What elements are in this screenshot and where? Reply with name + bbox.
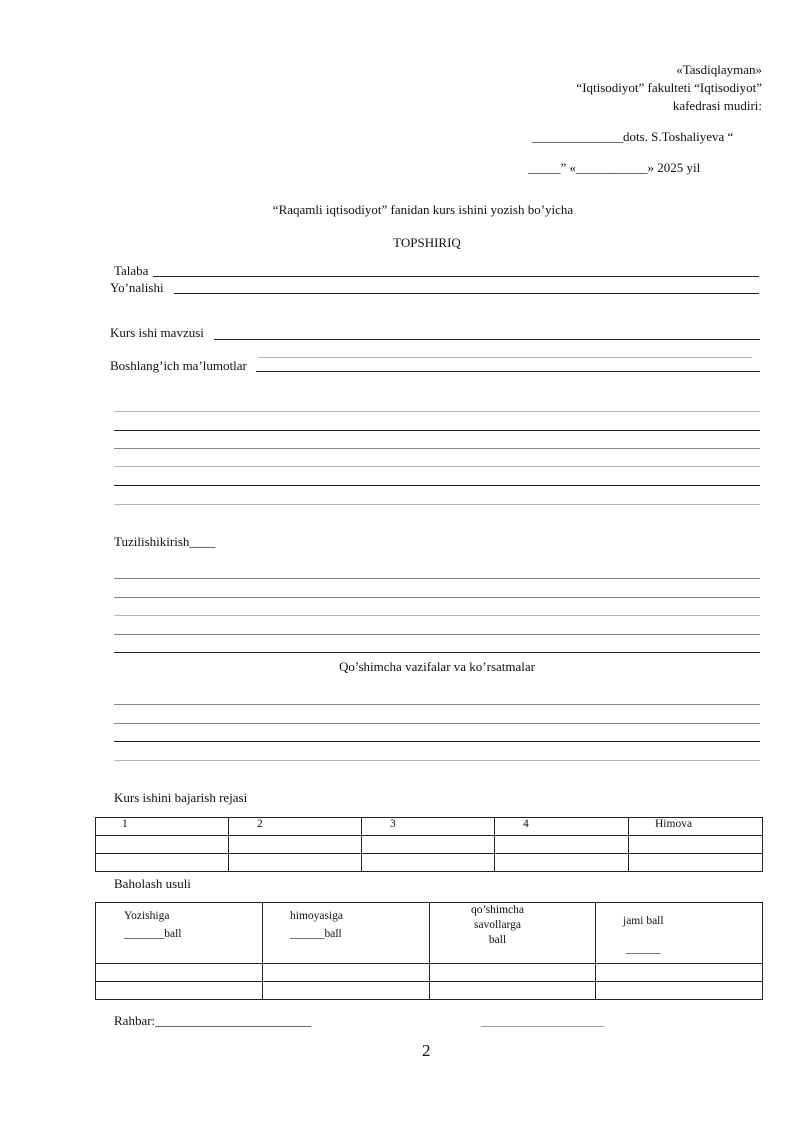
grading-header-total xyxy=(596,903,763,964)
plan-cell[interactable] xyxy=(495,854,629,872)
grading-cell[interactable] xyxy=(263,964,430,982)
initial-data-line[interactable] xyxy=(114,504,760,505)
direction-input-line[interactable] xyxy=(174,293,759,294)
plan-header-1: 1 xyxy=(96,818,229,836)
direction-label: Yo’nalishi xyxy=(110,280,164,295)
initial-data-label: Boshlang’ich ma’lumotlar xyxy=(110,358,247,373)
grading-cell[interactable] xyxy=(430,982,596,1000)
plan-cell[interactable] xyxy=(96,854,229,872)
initial-data-line[interactable] xyxy=(114,485,760,486)
additional-tasks-line[interactable] xyxy=(114,760,760,761)
grading-cell[interactable] xyxy=(596,982,763,1000)
student-input-line[interactable] xyxy=(153,276,759,277)
supervisor-second-line: ___________________ xyxy=(481,1013,605,1028)
grading-table xyxy=(95,902,763,1000)
approval-title: «Tasdiqlayman» xyxy=(676,62,762,77)
plan-header-defense: Himova xyxy=(629,818,763,836)
page-number: 2 xyxy=(422,1041,431,1060)
approval-faculty-line: “Iqtisodiyot” fakulteti “Iqtisodiyot” xyxy=(576,80,762,95)
grading-header-writing-label: Yozishiga xyxy=(124,910,170,922)
plan-title: Kurs ishini bajarish rejasi xyxy=(114,790,248,805)
additional-tasks-line[interactable] xyxy=(114,723,760,724)
plan-cell[interactable] xyxy=(362,854,495,872)
structure-line[interactable] xyxy=(114,652,760,653)
plan-header-3: 3 xyxy=(362,818,495,836)
topic-input-line[interactable] xyxy=(214,339,760,340)
grading-header-total-blank: ______ xyxy=(626,943,661,955)
plan-cell[interactable] xyxy=(229,836,362,854)
grading-header-writing xyxy=(96,903,263,964)
grading-header-total-label: jami ball xyxy=(623,915,664,927)
grading-cell[interactable] xyxy=(596,964,763,982)
plan-header-2: 2 xyxy=(229,818,362,836)
structure-line[interactable] xyxy=(114,597,760,598)
grading-cell[interactable] xyxy=(96,964,263,982)
plan-table xyxy=(95,817,763,872)
topic-label: Kurs ishi mavzusi xyxy=(110,325,204,340)
initial-data-line[interactable] xyxy=(114,411,760,412)
structure-line[interactable] xyxy=(114,615,760,616)
document-title: TOPSHIRIQ xyxy=(393,235,461,250)
initial-data-line[interactable] xyxy=(114,430,760,431)
grading-cell[interactable] xyxy=(430,964,596,982)
additional-tasks-title: Qo’shimcha vazifalar va ko’rsatmalar xyxy=(339,659,535,674)
plan-cell[interactable] xyxy=(96,836,229,854)
grading-header-defense-label: himoyasiga xyxy=(290,910,344,922)
grading-header-additional xyxy=(430,903,596,964)
student-label: Talaba xyxy=(114,263,149,278)
grading-cell[interactable] xyxy=(96,982,263,1000)
additional-tasks-line[interactable] xyxy=(114,704,760,705)
approval-date-line: _____” «___________» 2025 yil xyxy=(528,160,701,175)
plan-cell[interactable] xyxy=(629,836,763,854)
plan-cell[interactable] xyxy=(362,836,495,854)
grading-title: Baholash usuli xyxy=(114,876,191,891)
additional-tasks-line[interactable] xyxy=(114,741,760,742)
grading-cell[interactable] xyxy=(263,982,430,1000)
approval-signature-line: ______________dots. S.Toshaliyeva “ xyxy=(532,129,734,144)
plan-cell[interactable] xyxy=(629,854,763,872)
initial-data-input-line[interactable] xyxy=(256,371,760,372)
approval-head-line: kafedrasi mudiri: xyxy=(672,98,762,113)
grading-header-writing-ball: _______ball xyxy=(124,928,182,940)
initial-data-guide-line xyxy=(258,357,752,358)
supervisor-label: Rahbar:________________________ xyxy=(114,1013,312,1028)
structure-line[interactable] xyxy=(114,634,760,635)
plan-cell[interactable] xyxy=(495,836,629,854)
grading-header-defense-ball: ______ball xyxy=(290,928,342,940)
initial-data-line[interactable] xyxy=(114,466,760,467)
structure-label: Tuzilishikirish____ xyxy=(114,534,216,549)
initial-data-line[interactable] xyxy=(114,448,760,449)
subject-line: “Raqamli iqtisodiyot” fanidan kurs ishini yozish bo’yicha xyxy=(272,202,574,217)
grading-header-additional-ball: ball xyxy=(488,934,507,946)
plan-header-4: 4 xyxy=(495,818,629,836)
grading-header-additional-questions: savollarga xyxy=(473,919,522,931)
grading-header-defense xyxy=(263,903,430,964)
structure-line[interactable] xyxy=(114,578,760,579)
grading-header-additional-label: qo’shimcha xyxy=(470,904,525,916)
plan-cell[interactable] xyxy=(229,854,362,872)
